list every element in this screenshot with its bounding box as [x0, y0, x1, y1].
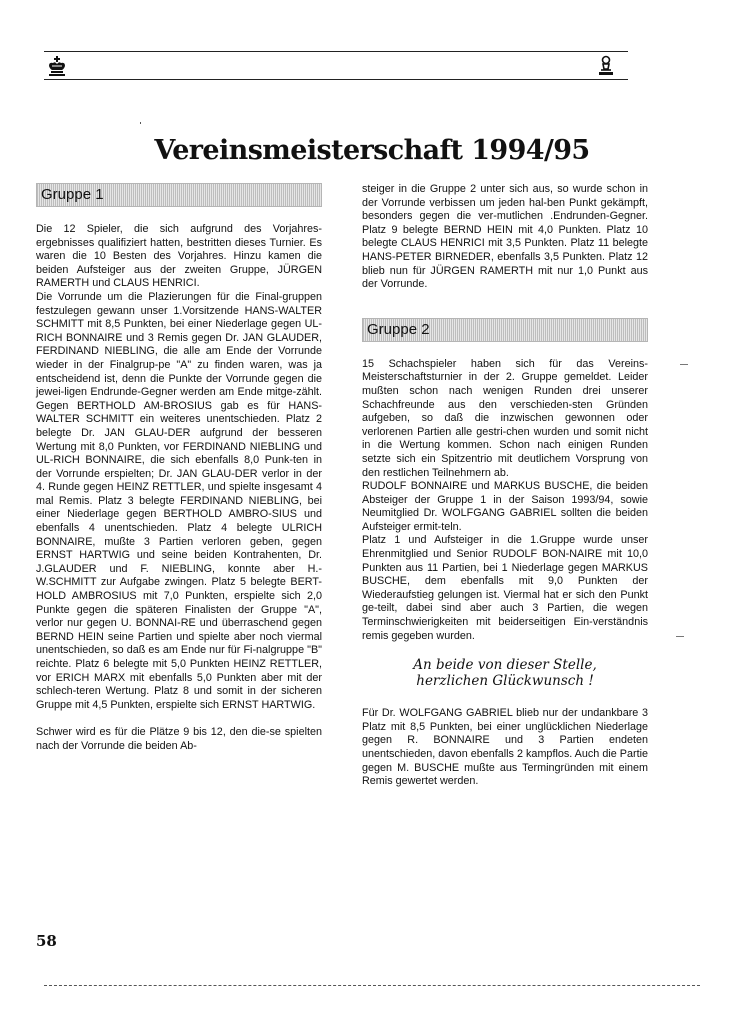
header-rule-bottom	[44, 79, 628, 80]
gruppe-2-paragraph-intro: 15 Schachspieler haben sich für das Vereins-Meisterschaftsturnier in der 2. Gruppe gemeldet. Leider mußten schon nach wenigen Runden drei unserer Schachfreunde aus den verschieden-sten Gründen aufgeben, so daß die inzwischen gewonnen oder verlorenen Partien alle gestri-chen wurden und somit nicht in die Wertung kommen. Schon nach einigen Runden setzte sich ein Spitzentrio mit deutlichem Vorsprung von den restlichen Teilnehmern ab.	[362, 357, 648, 479]
gruppe-2-paragraph-winner: Platz 1 und Aufsteiger in die 1.Gruppe wurde unser Ehrenmitglied und Senior RUDOLF BON-NAIRE mit 10,0 Punkten aus 11 Partien, bei 1 Niederlage gegen MARKUS BUSCHE, dem ebenfalls mit 9,0 Punkten der Wiederaufstieg gelungen ist. Viermal hat er sich den Punkt ge-teilt, dabei sind aber auch 3 Partien, die wegen Terminschwierigkeiten mit beiderseitigen Ein-verständnis remis gegeben wurden.	[362, 534, 648, 642]
gruppe-1-paragraph-intro: Die 12 Spieler, die sich aufgrund des Vorjahres-ergebnisses qualifiziert hatten, bestritten dieses Turnier. Es waren die 10 Besten des Vorjahres. Hinzu kamen die beiden Aufsteiger aus der zweiten Gruppe, JÜRGEN RAMERTH und CLAUS HENRICI.	[36, 223, 322, 290]
congratulation-line-2: herzlichen Glückwunsch !	[416, 673, 594, 690]
gruppe-2-heading: Gruppe 2	[362, 318, 648, 342]
chess-pawn-icon	[595, 55, 617, 77]
page-title: Vereinsmeisterschaft 1994/95	[154, 135, 590, 166]
gruppe-2-paragraph-third-place: Für Dr. WOLFGANG GABRIEL blieb nur der undankbare 3 Platz mit 8,5 Punkten, bei einer unglücklichen Niederlage gegen R. BONNAIRE und 3 Partien endeten unentschieden, davon ebenfalls 2 kampflos. Auch die Partie gegen M. BUSCHE mußte aus Termingründen mit einem Remis gewertet werden.	[362, 707, 648, 788]
gruppe-1-paragraph-results: Die Vorrunde um die Plazierungen für die Final-gruppen festzulegen gewann unser 1.Vorsitzende HANS-WALTER SCHMITT mit 8,5 Punkten, bei einer Niederlage gegen UL-RICH BONNAIRE und 3 Remis gegen Dr. JAN GLAUDER, FERDINAND NIEBLING, die alle am Ende der Vorrunde wieder in der Finalgrup-pe "A" zu finden waren, was ja entscheidend ist, denn die Punkte der Vorrunde gegen die jewei-ligen Endrunde-Gegner werden am Ende mitge-zählt. Gegen BERTHOLD AM-BROSIUS gab es für HANS-WALTER SCHMITT ein weiteres unentschieden. Platz 2 belegte Dr. JAN GLAU-DER aufgrund der besseren Wertung mit 8,0 Punkten, vor FERDINAND NIEBLING und UL-RICH BONNAIRE, die sich ebenfalls 8,0 Punk-ten in der Vorrunde erspielten; Dr. JAN GLAU-DER verlor in der 4. Runde gegen HEINZ RETTLER, und spielte insgesamt 4 mal Remis. Platz 3 belegte FERDINAND NIEBLING, bei einer Niederlage gegen BERTHOLD AMBRO-SIUS und ebenfalls 4 unentschieden. Platz 4 belegte ULRICH BONNAIRE, mußte 3 Partien verloren geben, gegen ERNST HARTWIG und seine beiden Kontrahenten, Dr. J.GLAUDER und F. NIEBLING, konnte aber H.-W.SCHMITT zur Aufgabe zwingen. Platz 5 belegte BERT-HOLD AMBROSIUS mit 7,0 Punkten, erspielte sich 2,0 Punkte gegen die späteren Finalisten der Gruppe "A", verlor nur gegen U. BONNAI-RE und überraschend gegen BERND HEIN seine Partien und spielte aber noch viermal unentschieden, so daß es am Ende nur für Fi-nalgruppe "B" reichte. Platz 6 belegte mit 5,0 Punkten HEINZ RETTLER, vor ERICH MARX mit ebenfalls 5,0 Punkten aber mit der schlech-teren Wertung. Platz 8 und somit in der sicheren Gruppe mit 4,5 Punkten, erspielte sich ERNST HARTWIG.	[36, 290, 322, 711]
congratulation-line-1: An beide von dieser Stelle,	[413, 657, 597, 674]
chess-king-icon	[46, 55, 68, 77]
print-speck	[140, 122, 141, 124]
gruppe-2-paragraph-contenders: RUDOLF BONNAIRE und MARKUS BUSCHE, die beiden Absteiger der Gruppe 1 in der Saison 1993/94, sowie Neumitglied Dr. WOLFGANG GABRIEL sollten die beiden Aufsteiger ermit-teln.	[362, 480, 648, 533]
left-column	[36, 183, 322, 754]
congratulation-note	[362, 657, 648, 689]
gruppe-1-paragraph-continued: steiger in die Gruppe 2 unter sich aus, so wurde schon in der Vorrunde verbissen um jeden hal-ben Punkt gekämpft, besonders gegen die ver-mutlichen .Endrunden-Gegner. Platz 9 belegte BERND HEIN mit 4,0 Punkten. Platz 10 belegte CLAUS HENRICI mit 3,5 Punkten. Platz 11 belegte HANS-PETER BIRNEDER, ebenfalls 3,5 Punkten. Platz 12 blieb nun für JÜRGEN RAMERTH mit nur 1,0 Punkt aus der Vorrunde.	[362, 183, 648, 291]
margin-mark	[676, 636, 684, 637]
page-number: 58	[36, 932, 57, 950]
right-column	[362, 183, 648, 789]
header-rule-top	[44, 51, 628, 52]
gruppe-1-heading: Gruppe 1	[36, 183, 322, 207]
gruppe-1-paragraph-relegation: Schwer wird es für die Plätze 9 bis 12, den die-se spielten nach der Vorrunde die beiden Ab-	[36, 726, 322, 752]
margin-mark	[680, 364, 688, 365]
footer-rule	[44, 985, 700, 986]
